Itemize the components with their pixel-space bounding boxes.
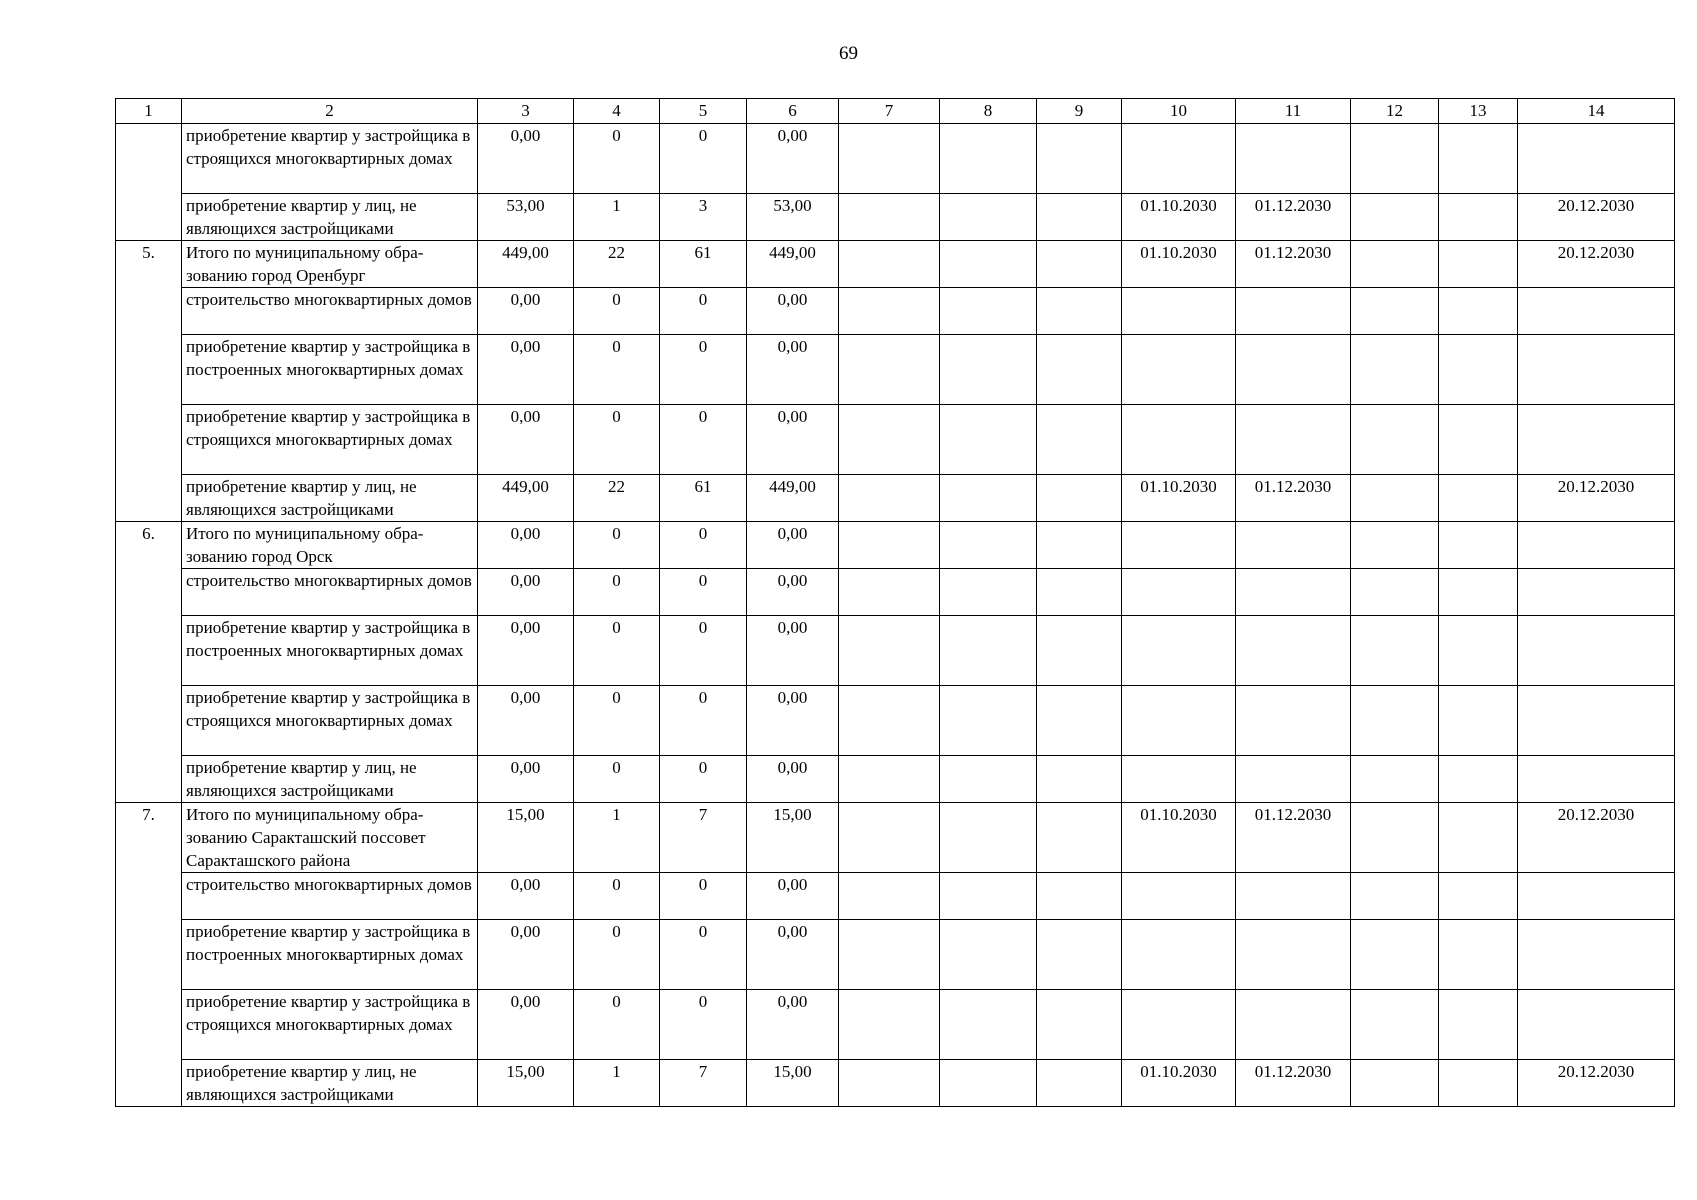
cell-col7 [839,124,940,194]
cell-col10: 01.10.2030 [1122,241,1236,288]
row-description: Итого по муниципальному образованию Саракташский поссовет Саракташского района [182,803,478,873]
cell-col5: 0 [660,990,747,1060]
cell-col8 [940,803,1037,873]
row-description: приобретение квартир у застройщика в строящихся многоквартирных домах [182,124,478,194]
cell-col7 [839,873,940,920]
cell-col5: 0 [660,756,747,803]
cell-col3: 15,00 [478,803,574,873]
cell-col6: 0,00 [747,569,839,616]
cell-col4: 0 [574,616,660,686]
cell-col3: 0,00 [478,920,574,990]
cell-col6: 0,00 [747,756,839,803]
cell-col9 [1037,475,1122,522]
cell-col13 [1439,616,1518,686]
cell-col3: 449,00 [478,241,574,288]
cell-col12 [1351,241,1439,288]
cell-col11 [1236,686,1351,756]
cell-col7 [839,920,940,990]
cell-col9 [1037,194,1122,241]
cell-col9 [1037,756,1122,803]
cell-col11 [1236,873,1351,920]
cell-col4: 0 [574,405,660,475]
column-header: 14 [1518,99,1675,124]
data-table [115,98,1675,1107]
cell-col5: 7 [660,803,747,873]
cell-col3: 0,00 [478,756,574,803]
table-row [116,522,1675,569]
cell-col3: 0,00 [478,335,574,405]
cell-col12 [1351,475,1439,522]
table-row [116,288,1675,335]
cell-col7 [839,475,940,522]
cell-col7 [839,1060,940,1107]
cell-col7 [839,990,940,1060]
cell-col14: 20.12.2030 [1518,475,1675,522]
cell-col3: 0,00 [478,124,574,194]
table-row [116,803,1675,873]
cell-col14: 20.12.2030 [1518,803,1675,873]
cell-col8 [940,616,1037,686]
cell-col6: 15,00 [747,803,839,873]
cell-col4: 0 [574,920,660,990]
cell-col7 [839,335,940,405]
cell-col7 [839,522,940,569]
cell-col7 [839,569,940,616]
cell-col11 [1236,569,1351,616]
cell-col8 [940,194,1037,241]
cell-col10: 01.10.2030 [1122,194,1236,241]
cell-col5: 0 [660,616,747,686]
cell-col4: 0 [574,288,660,335]
cell-col11 [1236,405,1351,475]
cell-col8 [940,920,1037,990]
cell-col8 [940,335,1037,405]
cell-col3: 0,00 [478,873,574,920]
cell-col14: 20.12.2030 [1518,194,1675,241]
cell-col11: 01.12.2030 [1236,241,1351,288]
row-index: 5. [116,241,182,522]
cell-col11: 01.12.2030 [1236,803,1351,873]
cell-col8 [940,569,1037,616]
cell-col11 [1236,616,1351,686]
cell-col13 [1439,241,1518,288]
row-description: приобретение квартир у застройщика в строящихся многоквартирных домах [182,686,478,756]
cell-col14 [1518,335,1675,405]
cell-col12 [1351,990,1439,1060]
column-header: 8 [940,99,1037,124]
cell-col10: 01.10.2030 [1122,803,1236,873]
cell-col9 [1037,124,1122,194]
row-description: приобретение квартир у застройщика в строящихся многоквартирных домах [182,405,478,475]
cell-col13 [1439,569,1518,616]
cell-col8 [940,241,1037,288]
cell-col4: 0 [574,335,660,405]
cell-col13 [1439,920,1518,990]
row-description: строительство многоквартирных домов [182,873,478,920]
cell-col8 [940,522,1037,569]
row-description: приобретение квартир у лиц, не являющихся застройщиками [182,475,478,522]
cell-col3: 53,00 [478,194,574,241]
cell-col8 [940,873,1037,920]
cell-col10 [1122,124,1236,194]
cell-col7 [839,405,940,475]
cell-col11 [1236,920,1351,990]
cell-col13 [1439,803,1518,873]
row-description: приобретение квартир у застройщика в построенных многоквартирных домах [182,335,478,405]
cell-col9 [1037,405,1122,475]
cell-col13 [1439,288,1518,335]
cell-col5: 0 [660,920,747,990]
table-row [116,616,1675,686]
cell-col9 [1037,241,1122,288]
cell-col6: 449,00 [747,241,839,288]
cell-col10 [1122,990,1236,1060]
cell-col11 [1236,990,1351,1060]
cell-col5: 0 [660,873,747,920]
cell-col12 [1351,616,1439,686]
cell-col8 [940,405,1037,475]
cell-col13 [1439,990,1518,1060]
cell-col7 [839,288,940,335]
cell-col3: 0,00 [478,616,574,686]
column-header: 2 [182,99,478,124]
cell-col9 [1037,1060,1122,1107]
cell-col4: 1 [574,803,660,873]
column-header: 4 [574,99,660,124]
cell-col14 [1518,405,1675,475]
cell-col10 [1122,616,1236,686]
cell-col10 [1122,569,1236,616]
cell-col4: 0 [574,124,660,194]
cell-col4: 0 [574,686,660,756]
cell-col13 [1439,686,1518,756]
cell-col7 [839,686,940,756]
cell-col13 [1439,522,1518,569]
row-description: строительство многоквартирных домов [182,288,478,335]
table-row [116,920,1675,990]
cell-col4: 0 [574,990,660,1060]
row-index: 6. [116,522,182,803]
cell-col11 [1236,335,1351,405]
cell-col3: 0,00 [478,405,574,475]
column-header: 3 [478,99,574,124]
table-row [116,124,1675,194]
cell-col3: 449,00 [478,475,574,522]
row-description: приобретение квартир у застройщика в построенных многоквартирных домах [182,920,478,990]
cell-col3: 0,00 [478,569,574,616]
cell-col9 [1037,803,1122,873]
cell-col4: 1 [574,194,660,241]
cell-col6: 0,00 [747,405,839,475]
table-row [116,873,1675,920]
cell-col5: 0 [660,522,747,569]
cell-col12 [1351,569,1439,616]
cell-col6: 449,00 [747,475,839,522]
cell-col13 [1439,1060,1518,1107]
table-row [116,569,1675,616]
cell-col13 [1439,194,1518,241]
row-description: строительство многоквартирных домов [182,569,478,616]
cell-col14 [1518,920,1675,990]
cell-col10: 01.10.2030 [1122,475,1236,522]
table-header-row [116,99,1675,124]
cell-col9 [1037,288,1122,335]
cell-col6: 0,00 [747,616,839,686]
cell-col12 [1351,1060,1439,1107]
cell-col6: 0,00 [747,920,839,990]
cell-col10 [1122,405,1236,475]
cell-col8 [940,1060,1037,1107]
cell-col14 [1518,686,1675,756]
row-index [116,124,182,241]
cell-col13 [1439,873,1518,920]
cell-col5: 3 [660,194,747,241]
cell-col3: 0,00 [478,522,574,569]
cell-col4: 0 [574,522,660,569]
cell-col5: 7 [660,1060,747,1107]
table-row [116,756,1675,803]
cell-col5: 0 [660,569,747,616]
cell-col7 [839,756,940,803]
cell-col4: 0 [574,756,660,803]
cell-col12 [1351,803,1439,873]
cell-col14 [1518,124,1675,194]
column-header: 6 [747,99,839,124]
cell-col6: 0,00 [747,873,839,920]
cell-col13 [1439,756,1518,803]
cell-col5: 61 [660,475,747,522]
cell-col14 [1518,616,1675,686]
cell-col6: 15,00 [747,1060,839,1107]
cell-col14 [1518,873,1675,920]
cell-col9 [1037,990,1122,1060]
cell-col14: 20.12.2030 [1518,241,1675,288]
column-header: 11 [1236,99,1351,124]
cell-col5: 61 [660,241,747,288]
cell-col12 [1351,873,1439,920]
cell-col7 [839,241,940,288]
cell-col14 [1518,569,1675,616]
column-header: 9 [1037,99,1122,124]
cell-col12 [1351,194,1439,241]
cell-col4: 0 [574,873,660,920]
cell-col4: 22 [574,475,660,522]
row-description: приобретение квартир у лиц, не являющихся застройщиками [182,1060,478,1107]
cell-col13 [1439,475,1518,522]
table-row [116,475,1675,522]
cell-col9 [1037,569,1122,616]
table-row [116,335,1675,405]
cell-col9 [1037,335,1122,405]
table-row [116,1060,1675,1107]
cell-col10 [1122,522,1236,569]
cell-col3: 15,00 [478,1060,574,1107]
cell-col5: 0 [660,686,747,756]
cell-col6: 0,00 [747,522,839,569]
row-description: приобретение квартир у застройщика в построенных многоквартирных домах [182,616,478,686]
cell-col10: 01.10.2030 [1122,1060,1236,1107]
cell-col4: 0 [574,569,660,616]
table-row [116,686,1675,756]
cell-col9 [1037,522,1122,569]
row-description: Итого по муниципальному образованию город Орск [182,522,478,569]
cell-col10 [1122,335,1236,405]
cell-col14 [1518,288,1675,335]
cell-col6: 0,00 [747,124,839,194]
cell-col12 [1351,756,1439,803]
cell-col5: 0 [660,288,747,335]
cell-col11: 01.12.2030 [1236,1060,1351,1107]
cell-col9 [1037,920,1122,990]
column-header: 5 [660,99,747,124]
cell-col5: 0 [660,124,747,194]
cell-col4: 22 [574,241,660,288]
cell-col9 [1037,873,1122,920]
cell-col8 [940,288,1037,335]
cell-col10 [1122,686,1236,756]
cell-col8 [940,756,1037,803]
column-header: 1 [116,99,182,124]
cell-col9 [1037,686,1122,756]
cell-col8 [940,990,1037,1060]
page-number: 69 [839,43,858,64]
cell-col6: 0,00 [747,990,839,1060]
cell-col6: 0,00 [747,335,839,405]
cell-col14 [1518,756,1675,803]
cell-col3: 0,00 [478,990,574,1060]
row-description: приобретение квартир у лиц, не являющихся застройщиками [182,194,478,241]
cell-col8 [940,475,1037,522]
cell-col12 [1351,288,1439,335]
cell-col13 [1439,124,1518,194]
cell-col7 [839,616,940,686]
cell-col5: 0 [660,405,747,475]
row-description: приобретение квартир у застройщика в строящихся многоквартирных домах [182,990,478,1060]
table-row [116,241,1675,288]
cell-col14 [1518,990,1675,1060]
column-header: 10 [1122,99,1236,124]
cell-col10 [1122,288,1236,335]
cell-col11: 01.12.2030 [1236,475,1351,522]
table-row [116,990,1675,1060]
cell-col10 [1122,756,1236,803]
cell-col6: 0,00 [747,288,839,335]
cell-col6: 0,00 [747,686,839,756]
column-header: 12 [1351,99,1439,124]
cell-col13 [1439,405,1518,475]
cell-col4: 1 [574,1060,660,1107]
cell-col11 [1236,522,1351,569]
cell-col10 [1122,873,1236,920]
cell-col11 [1236,124,1351,194]
cell-col12 [1351,405,1439,475]
cell-col10 [1122,920,1236,990]
cell-col14: 20.12.2030 [1518,1060,1675,1107]
cell-col8 [940,686,1037,756]
cell-col12 [1351,920,1439,990]
cell-col13 [1439,335,1518,405]
cell-col8 [940,124,1037,194]
row-description: Итого по муниципальному образованию город Оренбург [182,241,478,288]
cell-col7 [839,803,940,873]
cell-col11 [1236,756,1351,803]
cell-col5: 0 [660,335,747,405]
column-header: 13 [1439,99,1518,124]
cell-col7 [839,194,940,241]
cell-col6: 53,00 [747,194,839,241]
table-row [116,194,1675,241]
cell-col12 [1351,124,1439,194]
cell-col12 [1351,522,1439,569]
row-description: приобретение квартир у лиц, не являющихся застройщиками [182,756,478,803]
cell-col12 [1351,686,1439,756]
column-header: 7 [839,99,940,124]
cell-col12 [1351,335,1439,405]
cell-col9 [1037,616,1122,686]
cell-col3: 0,00 [478,288,574,335]
cell-col14 [1518,522,1675,569]
table-row [116,405,1675,475]
cell-col3: 0,00 [478,686,574,756]
cell-col11 [1236,288,1351,335]
row-index: 7. [116,803,182,1107]
cell-col11: 01.12.2030 [1236,194,1351,241]
